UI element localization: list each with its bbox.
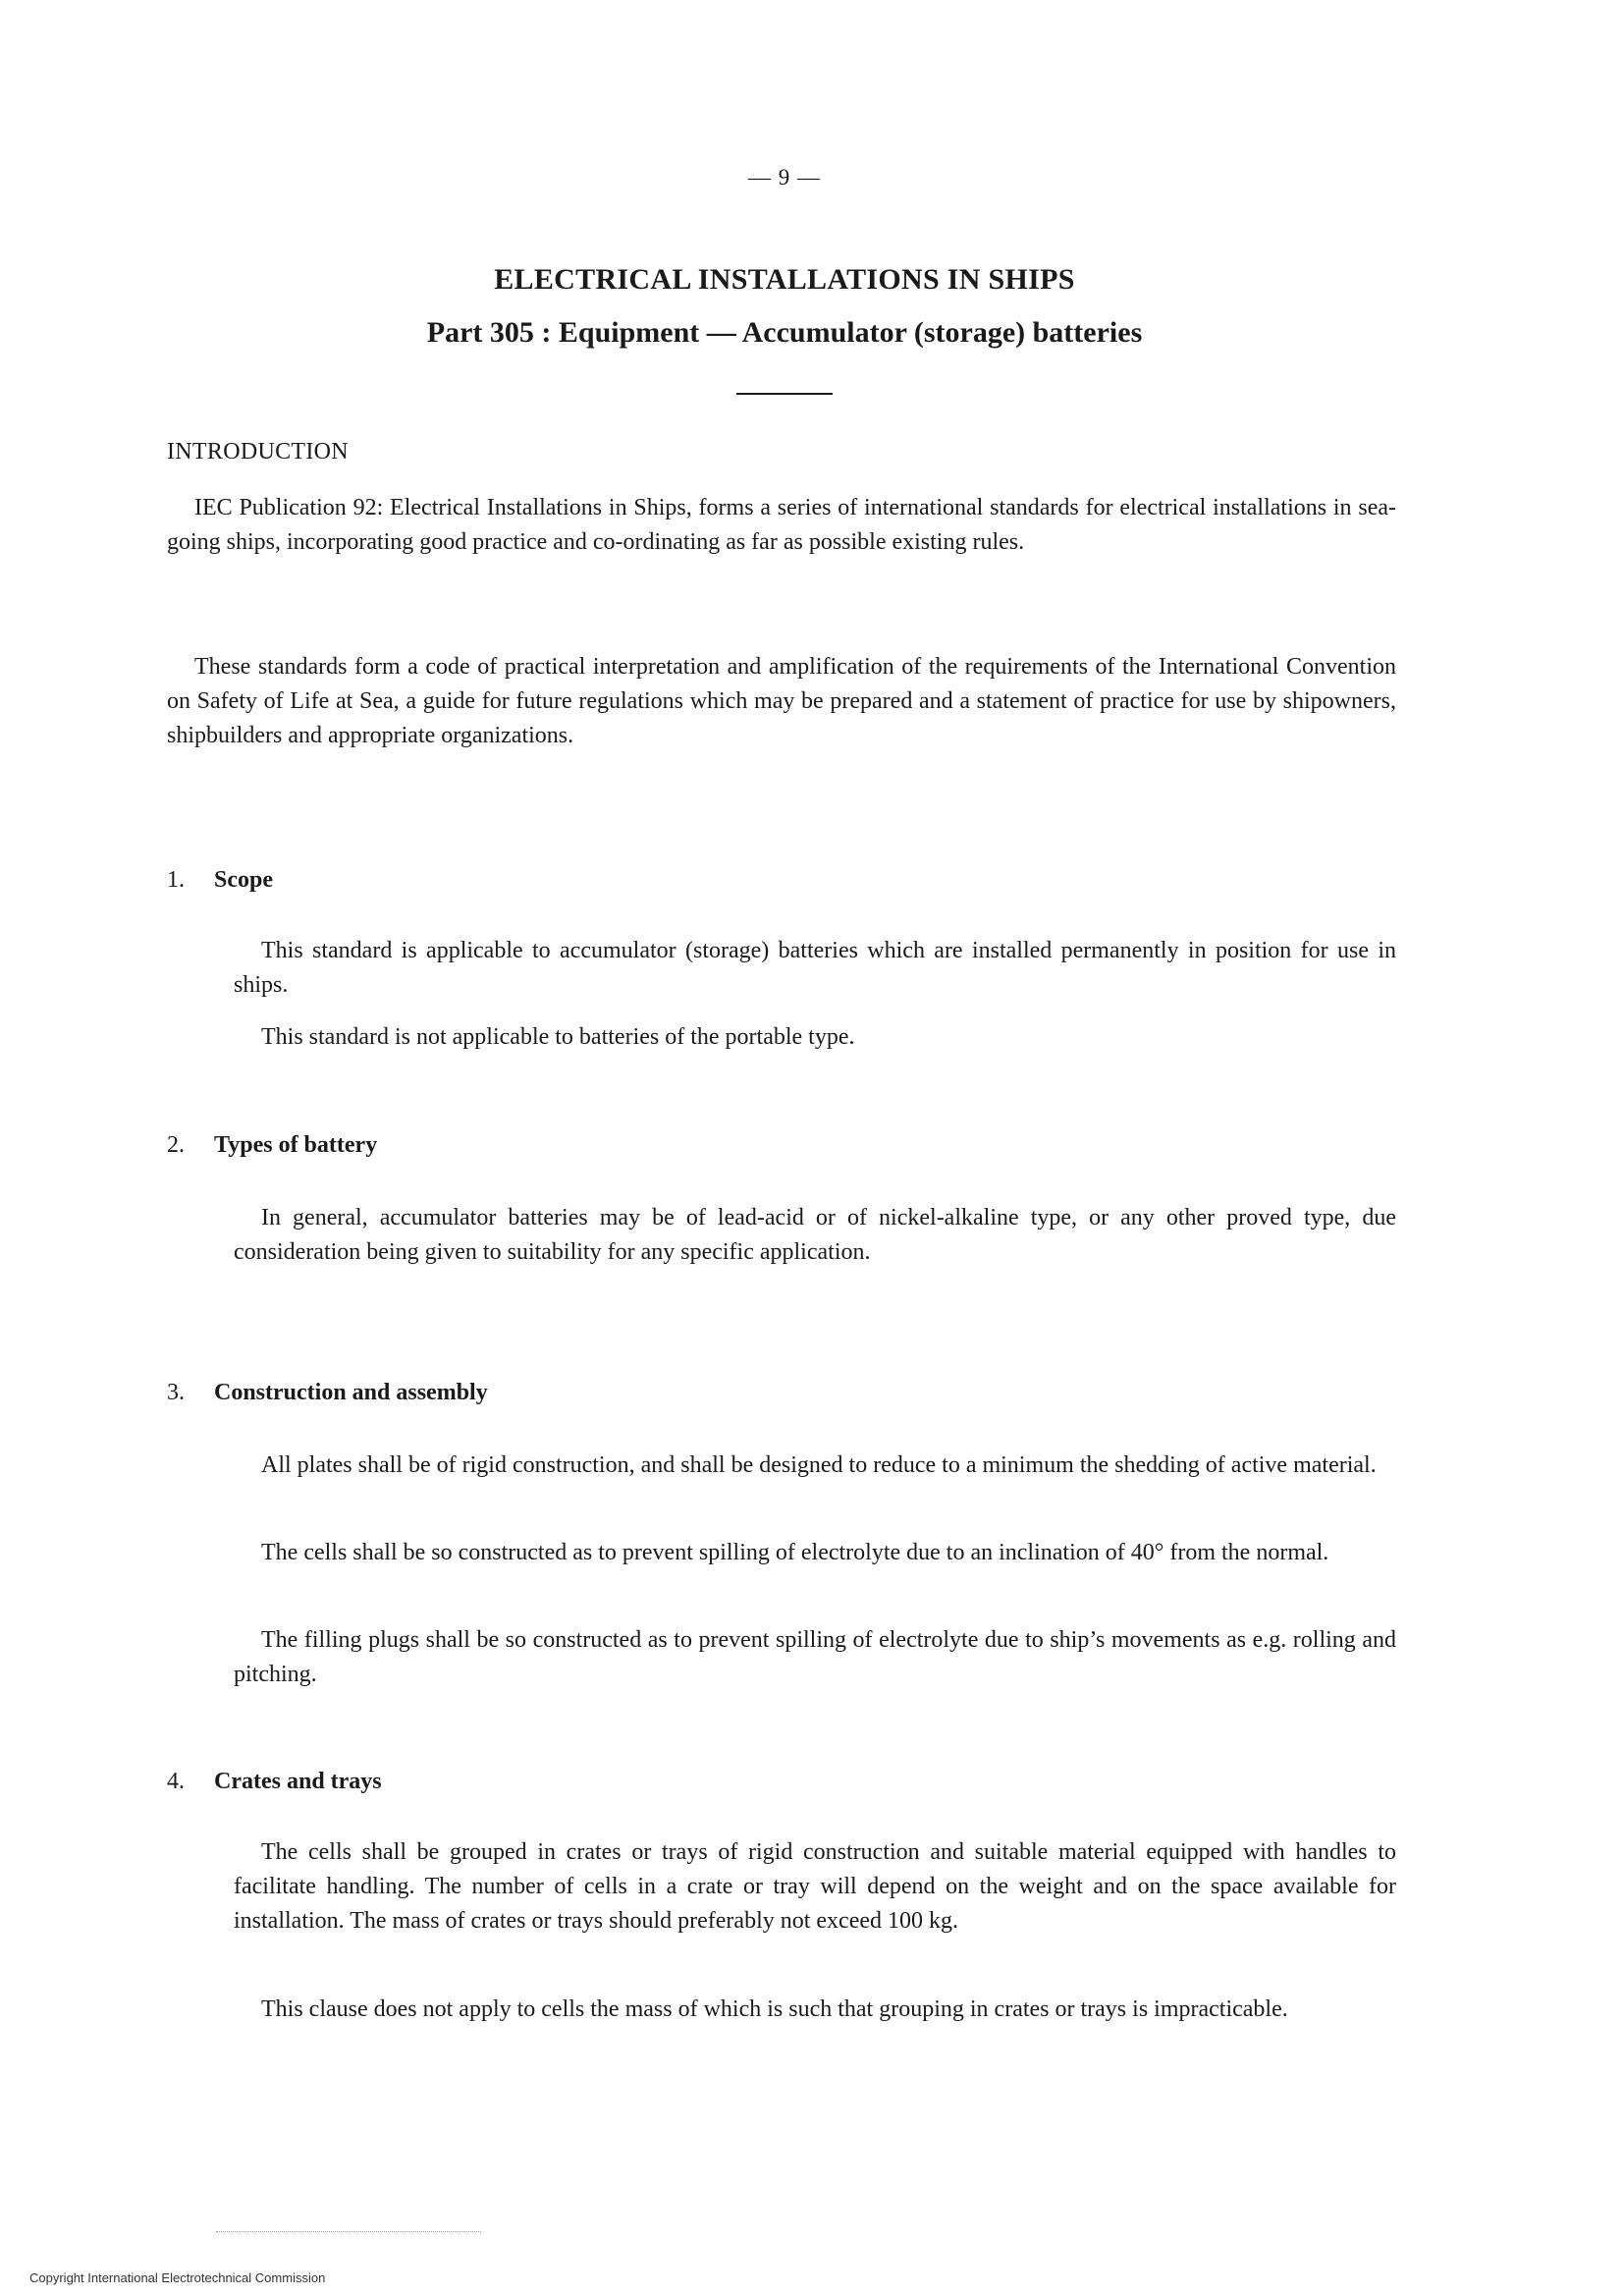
section-paragraph: This standard is not applicable to batteries of the portable type. <box>261 1024 855 1050</box>
page-number: — 9 — <box>748 165 821 190</box>
section-paragraph: The cells shall be so constructed as to prevent spilling of electrolyte due to an inclination of 40° from the normal. <box>261 1540 1329 1565</box>
title-rule <box>736 393 833 395</box>
copyright-notice: Copyright International Electrotechnical Commission <box>29 2270 326 2285</box>
section-paragraph: The cells shall be grouped in crates or trays of rigid construction and suitable material equipped with handles to facilitate handling. The number of cells in a crate or tray will depend on the weight and on the space available for installation. The mass of crates or trays should preferably not exceed 100 kg. <box>234 1839 1396 1934</box>
footer-dotted-line <box>216 2231 481 2232</box>
section-paragraph: This standard is applicable to accumulator (storage) batteries which are installed permanently in position for use in ships. <box>234 938 1396 998</box>
section-number: 4. <box>167 1769 185 1794</box>
section-number: 2. <box>167 1132 185 1158</box>
section-paragraph: All plates shall be of rigid construction, and shall be designed to reduce to a minimum the shedding of active material. <box>261 1452 1377 1478</box>
section-title: Crates and trays <box>214 1769 382 1794</box>
document-title: ELECTRICAL INSTALLATIONS IN SHIPS <box>494 263 1075 296</box>
section-title: Types of battery <box>214 1132 378 1158</box>
document-subtitle: Part 305 : Equipment — Accumulator (storage) batteries <box>426 316 1143 349</box>
section-heading-types-of-battery <box>167 1132 377 1159</box>
section-paragraph: The filling plugs shall be so constructed as to prevent spilling of electrolyte due to ship’s movements as e.g. rolling and pitching. <box>234 1627 1396 1687</box>
section-heading-scope <box>167 867 273 894</box>
introduction-heading: INTRODUCTION <box>167 439 349 465</box>
section-title: Construction and assembly <box>214 1380 488 1405</box>
section-number: 1. <box>167 867 185 893</box>
section-heading-crates-and-trays <box>167 1769 382 1795</box>
section-title: Scope <box>214 867 273 893</box>
section-number: 3. <box>167 1380 185 1405</box>
section-paragraph: This clause does not apply to cells the mass of which is such that grouping in crates or trays is impracticable. <box>261 1996 1288 2022</box>
section-paragraph: In general, accumulator batteries may be of lead-acid or of nickel-alkaline type, or any other proved type, due consideration being given to suitability for any specific application. <box>234 1205 1396 1265</box>
section-heading-construction-and-assembly <box>167 1380 488 1406</box>
introduction-paragraph: IEC Publication 92: Electrical Installations in Ships, forms a series of international standards for electrical installations in sea-going ships, incorporating good practice and co-ordinating as far as possible existing rules. <box>167 495 1396 555</box>
introduction-paragraph: These standards form a code of practical interpretation and amplification of the requirements of the International Convention on Safety of Life at Sea, a guide for future regulations which may be prepared and a statement of practice for use by shipowners, shipbuilders and appropriate organizations. <box>167 654 1396 748</box>
